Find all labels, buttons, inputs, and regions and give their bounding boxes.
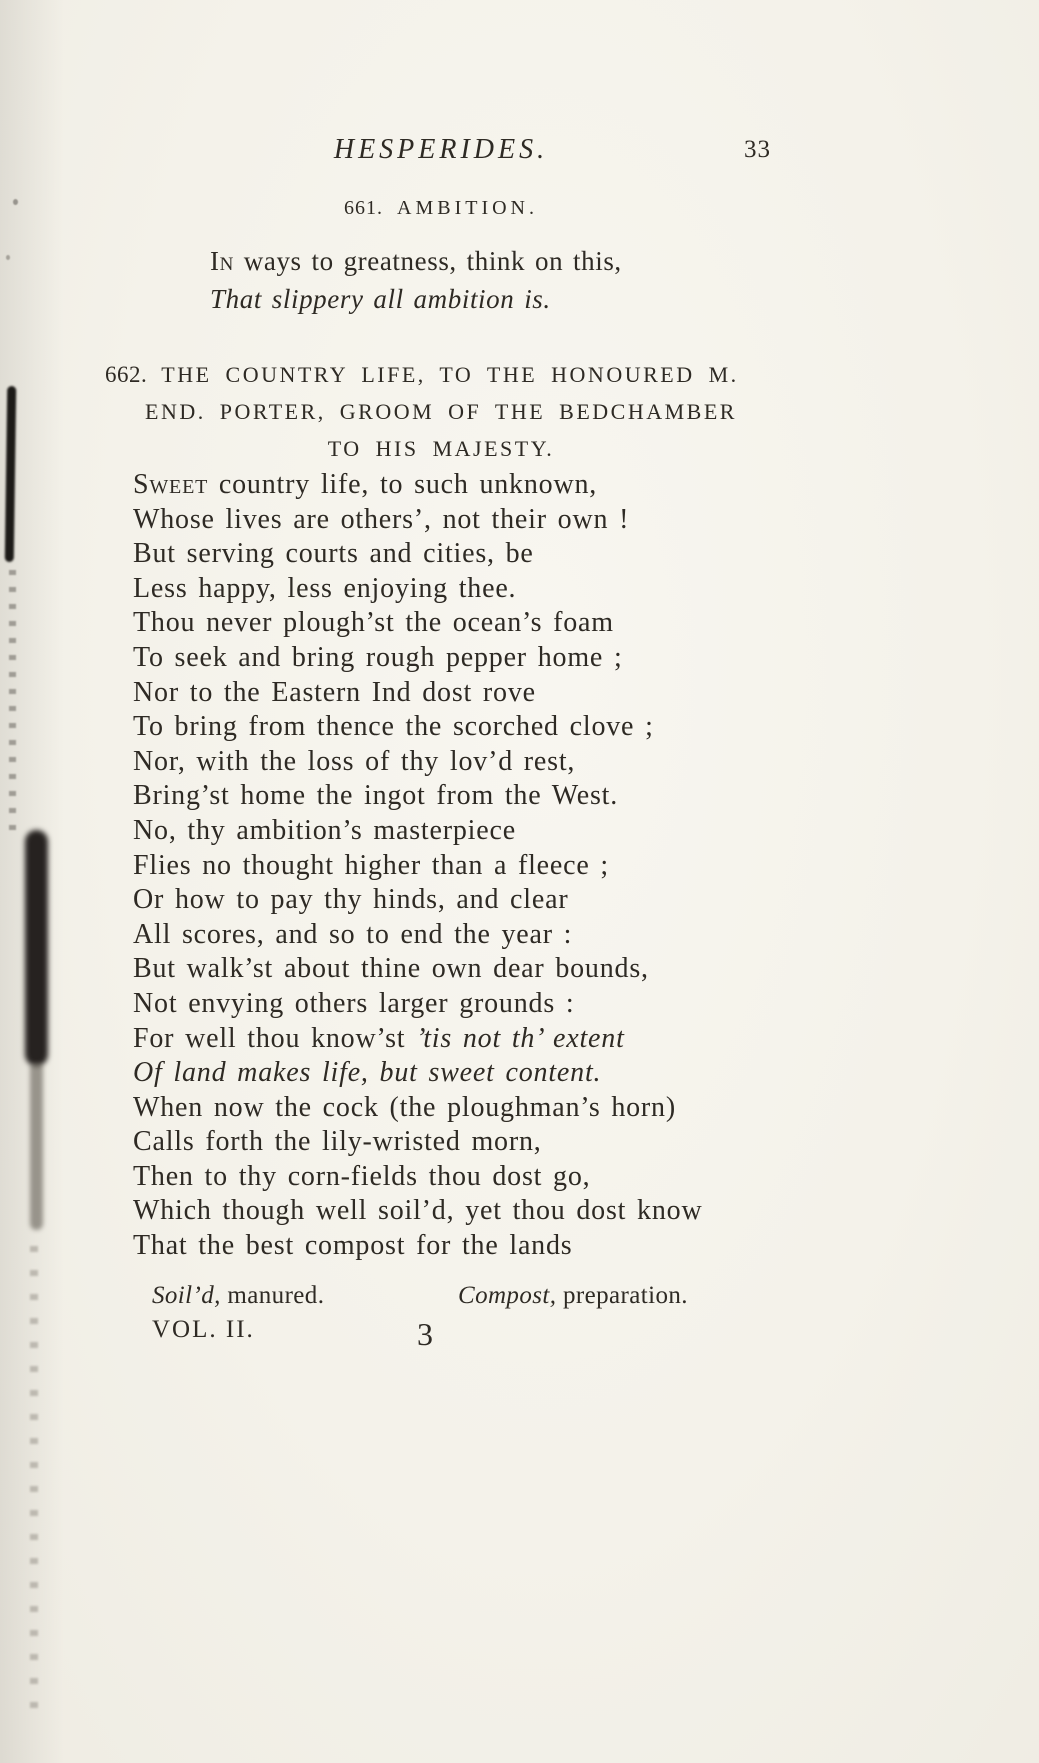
verse-line (133, 987, 853, 1022)
poem-662-title-line1: THE COUNTRY LIFE, TO THE HONOURED M. (161, 362, 739, 387)
verse-line (133, 572, 853, 607)
verse-line (133, 849, 853, 884)
footnote (152, 1282, 324, 1310)
verse-line (133, 1056, 853, 1091)
poem-662-title-line3: TO HIS MAJESTY. (327, 436, 555, 461)
running-header (105, 134, 777, 174)
line-roman: To seek and bring rough pepper home ; (133, 641, 623, 673)
verse-line (133, 1091, 853, 1126)
verse-line (133, 918, 853, 953)
line-roman: But serving courts and cities, be (133, 538, 534, 570)
line-roman: ways to greatness, think on this, (233, 246, 622, 276)
poem-661-number: 661. (344, 197, 383, 219)
verse-line (133, 1194, 853, 1229)
line-roman: Which though well soil’d, yet thou dost know (133, 1195, 703, 1227)
poem-661-verse (210, 242, 622, 318)
running-head-title: HESPERIDES. (333, 134, 549, 165)
line-roman: Whose lives are others’, not their own ! (133, 503, 630, 535)
line-italic: ’tis not th’ extent (416, 1022, 625, 1054)
verse-line (133, 814, 853, 849)
verse-line (133, 779, 853, 814)
line-roman: Not envying others larger grounds : (133, 987, 575, 1019)
footnote-gloss: manured. (220, 1282, 325, 1309)
poem-661-heading (105, 197, 777, 220)
poem-661-title: AMBITION. (397, 197, 538, 219)
line-roman: All scores, and so to end the year : (133, 918, 573, 950)
line-roman: Calls forth the lily-wristed morn, (133, 1126, 542, 1158)
poem-662-heading-line (105, 356, 777, 393)
line-roman: Bring’st home the ingot from the West. (133, 780, 619, 812)
verse-line (133, 745, 853, 780)
volume-label: VOL. II. (152, 1316, 255, 1343)
line-roman: Then to thy corn-fields thou dost go, (133, 1160, 591, 1192)
poem-662-verse (133, 468, 853, 1264)
poem-662-title-line2: END. PORTER, GROOM OF THE BEDCHAMBER (145, 399, 737, 424)
verse-line (133, 710, 853, 745)
verse-line (133, 606, 853, 641)
line-roman: Nor to the Eastern Ind dost rove (133, 676, 536, 708)
line-roman: For well thou know’st (133, 1022, 417, 1054)
line-roman: Flies no thought higher than a fleece ; (133, 849, 609, 881)
footnote-term: Soil’d, (152, 1282, 221, 1309)
verse-line (133, 1125, 853, 1160)
verse-line (133, 641, 853, 676)
footnote-term: Compost, (458, 1282, 557, 1309)
verse-line (133, 883, 853, 918)
poem-662-number: 662. (105, 362, 148, 387)
line-roman: Or how to pay thy hinds, and clear (133, 884, 569, 916)
line-italic: Of land makes life, but sweet content. (133, 1057, 602, 1089)
line-roman: But walk’st about thine own dear bounds, (133, 953, 649, 985)
verse-line (133, 537, 853, 572)
verse-line (210, 280, 622, 318)
verse-line (133, 1160, 853, 1195)
verse-line (133, 952, 853, 987)
signature-mark: 3 (417, 1316, 433, 1352)
footnotes (152, 1282, 792, 1316)
line-lead: Sweet (133, 469, 209, 500)
verse-line (133, 1229, 853, 1264)
poem-662-heading (105, 356, 777, 467)
line-roman: Less happy, less enjoying thee. (133, 572, 517, 604)
verse-line (133, 503, 853, 538)
verse-line (210, 242, 622, 280)
line-italic: That slippery all ambition is. (210, 284, 551, 314)
footnote-gloss: preparation. (556, 1282, 688, 1309)
line-roman: country life, to such unknown, (208, 469, 598, 500)
page-number: 33 (744, 136, 771, 163)
line-roman: That the best compost for the lands (133, 1230, 573, 1262)
line-roman: To bring from thence the scorched clove ; (133, 711, 654, 743)
page-footer (152, 1316, 792, 1360)
verse-line (133, 1022, 853, 1057)
footnote (458, 1282, 688, 1310)
verse-line (133, 468, 853, 503)
line-roman: No, thy ambition’s masterpiece (133, 814, 516, 846)
verse-line (133, 676, 853, 711)
line-roman: When now the cock (the ploughman’s horn) (133, 1091, 676, 1123)
line-roman: Nor, with the loss of thy lov’d rest, (133, 745, 576, 777)
line-lead: In (210, 246, 234, 276)
line-roman: Thou never plough’st the ocean’s foam (133, 607, 614, 639)
scan-edge-shadow (0, 0, 64, 1763)
